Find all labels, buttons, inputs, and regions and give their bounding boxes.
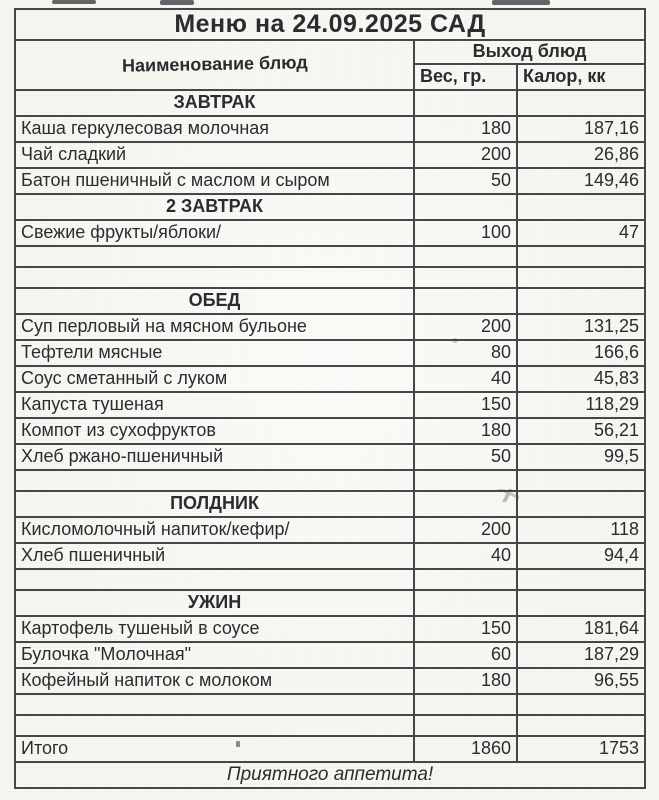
menu-row-dish [15, 418, 645, 444]
scan-smudge-top-mid [160, 0, 194, 5]
menu-row-empty [15, 470, 645, 491]
menu-row-empty [15, 694, 645, 715]
menu-row-empty [15, 569, 645, 590]
dish-name-cell: Хлеб ржано-пшеничный [15, 444, 414, 470]
dish-name-cell: ЗАВТРАК [15, 90, 414, 116]
menu-footer-row [15, 762, 645, 788]
dish-name-cell: Итого [15, 736, 414, 762]
dish-name-cell [15, 715, 414, 736]
dish-name-cell [15, 569, 414, 590]
weight-cell [414, 569, 517, 590]
calories-cell [517, 90, 645, 116]
menu-row-dish [15, 444, 645, 470]
dish-name-cell: Каша геркулесовая молочная [15, 116, 414, 142]
dish-name-cell: Кофейный напиток с молоком [15, 668, 414, 694]
page-title: Меню на 24.09.2025 САД [15, 9, 645, 40]
weight-cell [414, 194, 517, 220]
calories-cell: 187,16 [517, 116, 645, 142]
calories-cell [517, 288, 645, 314]
weight-cell [414, 470, 517, 491]
weight-cell: 180 [414, 418, 517, 444]
dish-name-cell: Тефтели мясные [15, 340, 414, 366]
calories-cell [517, 246, 645, 267]
calories-cell: 131,25 [517, 314, 645, 340]
dish-name-cell: УЖИН [15, 590, 414, 616]
dish-name-cell: Батон пшеничный с маслом и сыром [15, 168, 414, 194]
dish-name-cell: Кисломолочный напиток/кефир/ [15, 517, 414, 543]
calories-cell: 118 [517, 517, 645, 543]
menu-row-section [15, 194, 645, 220]
dish-name-cell: Булочка "Молочная" [15, 642, 414, 668]
menu-row-dish [15, 668, 645, 694]
scan-smudge-top-right [492, 0, 550, 5]
dish-name-cell [15, 246, 414, 267]
menu-row-empty [15, 715, 645, 736]
weight-cell [414, 90, 517, 116]
menu-row-dish [15, 116, 645, 142]
menu-row-empty [15, 267, 645, 288]
column-header-weight: Вес, гр. [414, 64, 517, 90]
calories-cell: 187,29 [517, 642, 645, 668]
weight-cell [414, 491, 517, 517]
menu-row-dish [15, 142, 645, 168]
dish-name-cell: Суп перловый на мясном бульоне [15, 314, 414, 340]
menu-row-section [15, 90, 645, 116]
weight-cell [414, 267, 517, 288]
weight-cell: 1860 [414, 736, 517, 762]
dish-name-cell: Соус сметанный с луком [15, 366, 414, 392]
menu-row-section [15, 288, 645, 314]
menu-row-dish [15, 168, 645, 194]
weight-cell: 50 [414, 168, 517, 194]
dish-name-cell: Свежие фрукты/яблоки/ [15, 220, 414, 246]
menu-table [14, 8, 646, 789]
menu-row-dish [15, 314, 645, 340]
dish-name-cell: ПОЛДНИК [15, 491, 414, 517]
weight-cell: 150 [414, 616, 517, 642]
weight-cell [414, 715, 517, 736]
weight-cell [414, 590, 517, 616]
calories-cell: 149,46 [517, 168, 645, 194]
menu-row-section [15, 491, 645, 517]
calories-cell: 1753 [517, 736, 645, 762]
menu-title-row [15, 9, 645, 40]
calories-cell [517, 590, 645, 616]
menu-row-section [15, 590, 645, 616]
weight-cell [414, 246, 517, 267]
calories-cell: 45,83 [517, 366, 645, 392]
column-header-output: Выход блюд [414, 40, 645, 64]
calories-cell: 47 [517, 220, 645, 246]
dish-name-cell [15, 267, 414, 288]
dish-name-cell: Картофель тушеный в соусе [15, 616, 414, 642]
calories-cell: 96,55 [517, 668, 645, 694]
calories-cell [517, 569, 645, 590]
dish-name-cell [15, 694, 414, 715]
weight-cell: 100 [414, 220, 517, 246]
calories-cell [517, 491, 645, 517]
dish-name-cell: Хлеб пшеничный [15, 543, 414, 569]
menu-row-dish [15, 616, 645, 642]
calories-cell [517, 715, 645, 736]
weight-cell: 80 [414, 340, 517, 366]
table-header-row-1 [15, 40, 645, 64]
menu-row-empty [15, 246, 645, 267]
weight-cell: 180 [414, 668, 517, 694]
footer-text: Приятного аппетита! [15, 762, 645, 788]
weight-cell: 200 [414, 314, 517, 340]
calories-cell: 56,21 [517, 418, 645, 444]
calories-cell: 166,6 [517, 340, 645, 366]
calories-cell [517, 694, 645, 715]
menu-row-dish [15, 642, 645, 668]
calories-cell [517, 267, 645, 288]
menu-row-dish [15, 340, 645, 366]
weight-cell [414, 288, 517, 314]
weight-cell [414, 694, 517, 715]
calories-cell: 99,5 [517, 444, 645, 470]
scan-smudge-top-left [52, 0, 96, 4]
calories-cell [517, 194, 645, 220]
menu-row-dish [15, 517, 645, 543]
dish-name-cell: ОБЕД [15, 288, 414, 314]
menu-row-total [15, 736, 645, 762]
menu-row-dish [15, 366, 645, 392]
dish-name-cell: 2 ЗАВТРАК [15, 194, 414, 220]
dish-name-cell [15, 470, 414, 491]
weight-cell: 60 [414, 642, 517, 668]
calories-cell: 181,64 [517, 616, 645, 642]
dish-name-cell: Капуста тушеная [15, 392, 414, 418]
weight-cell: 150 [414, 392, 517, 418]
weight-cell: 40 [414, 543, 517, 569]
calories-cell: 26,86 [517, 142, 645, 168]
dish-name-cell: Компот из сухофруктов [15, 418, 414, 444]
menu-row-dish [15, 392, 645, 418]
menu-row-dish [15, 220, 645, 246]
weight-cell: 50 [414, 444, 517, 470]
column-header-calories: Калор, кк [517, 64, 645, 90]
menu-row-dish [15, 543, 645, 569]
calories-cell: 94,4 [517, 543, 645, 569]
dish-name-cell: Чай сладкий [15, 142, 414, 168]
column-header-dishes: Наименование блюд [15, 40, 414, 90]
weight-cell: 200 [414, 517, 517, 543]
menu-rows [15, 90, 645, 762]
calories-cell: 118,29 [517, 392, 645, 418]
calories-cell [517, 470, 645, 491]
weight-cell: 40 [414, 366, 517, 392]
weight-cell: 180 [414, 116, 517, 142]
weight-cell: 200 [414, 142, 517, 168]
